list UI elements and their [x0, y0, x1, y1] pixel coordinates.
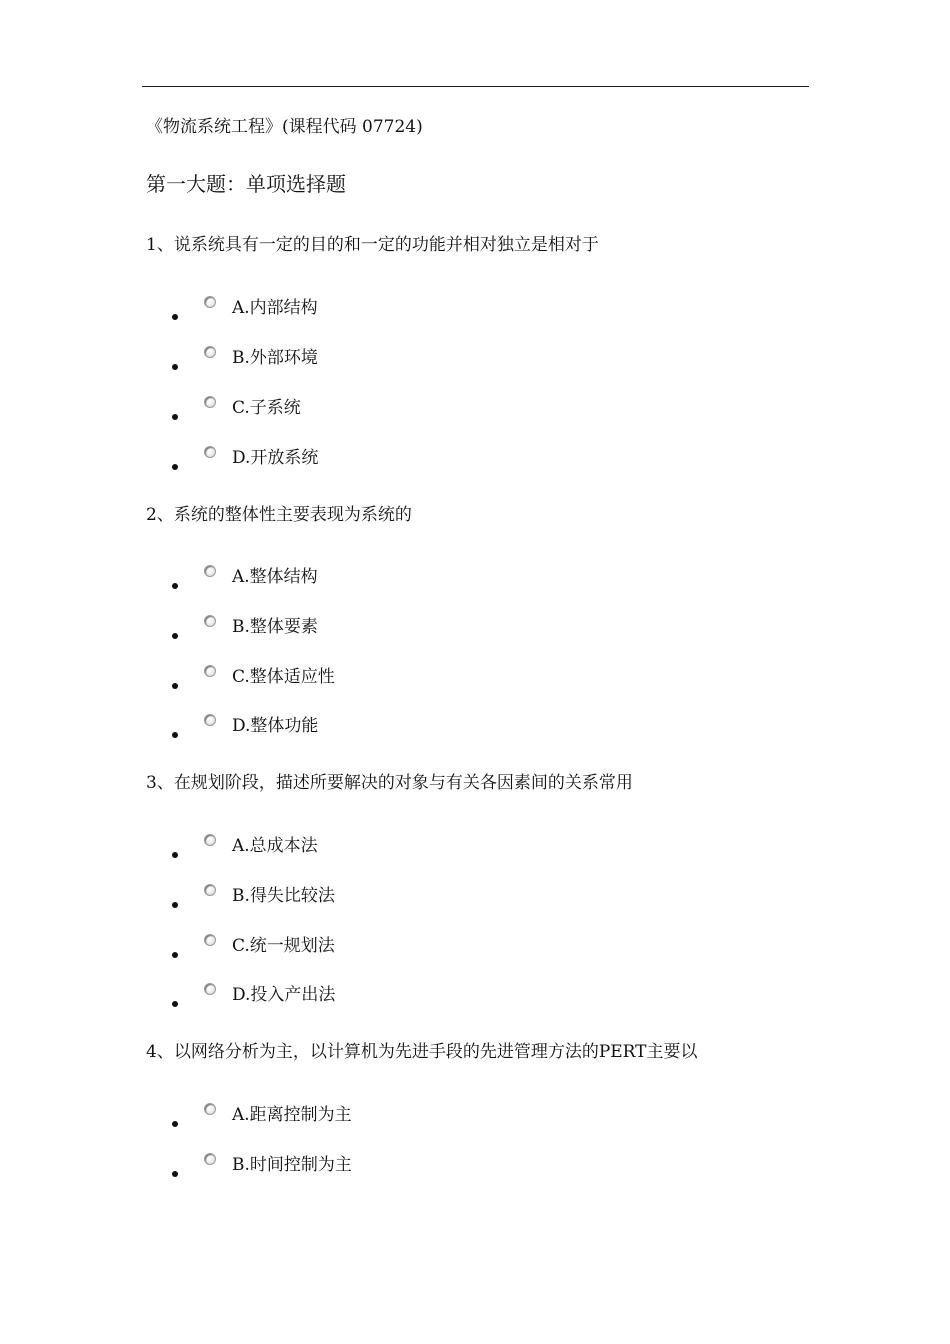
bullet-icon	[172, 952, 178, 958]
bullet-icon	[172, 464, 178, 470]
option-label: D.投入产出法	[232, 985, 336, 1005]
bullet-icon	[172, 364, 178, 370]
radio-button-icon[interactable]	[204, 396, 216, 408]
question-3-option-b[interactable]	[170, 884, 470, 914]
radio-button-icon[interactable]	[204, 934, 216, 946]
bullet-icon	[172, 902, 178, 908]
course-title: 《物流系统工程》(课程代码 07724)	[146, 117, 423, 137]
question-2-option-a[interactable]	[170, 565, 470, 595]
top-divider	[142, 86, 809, 87]
question-1-option-d[interactable]	[170, 446, 470, 476]
option-label: B.外部环境	[232, 348, 318, 368]
option-label: B.整体要素	[232, 617, 318, 637]
option-label: C.整体适应性	[232, 667, 335, 687]
option-label: A.距离控制为主	[232, 1105, 352, 1125]
question-3-text: 3、在规划阶段，描述所要解决的对象与有关各因素间的关系常用	[146, 773, 633, 793]
option-label: D.整体功能	[232, 716, 319, 736]
option-label: D.开放系统	[232, 448, 319, 468]
bullet-icon	[172, 732, 178, 738]
question-2-text: 2、系统的整体性主要表现为系统的	[146, 505, 412, 525]
option-label: A.内部结构	[232, 298, 318, 318]
radio-button-icon[interactable]	[204, 714, 216, 726]
option-label: B.时间控制为主	[232, 1155, 352, 1175]
question-2-option-c[interactable]	[170, 665, 470, 695]
bullet-icon	[172, 414, 178, 420]
radio-button-icon[interactable]	[204, 615, 216, 627]
question-3-option-a[interactable]	[170, 834, 470, 864]
radio-button-icon[interactable]	[204, 346, 216, 358]
option-label: C.统一规划法	[232, 936, 335, 956]
option-label: A.总成本法	[232, 836, 318, 856]
option-label: A.整体结构	[232, 567, 318, 587]
question-1-option-c[interactable]	[170, 396, 470, 426]
radio-button-icon[interactable]	[204, 884, 216, 896]
question-1-text: 1、说系统具有一定的目的和一定的功能并相对独立是相对于	[146, 235, 599, 255]
bullet-icon	[172, 314, 178, 320]
bullet-icon	[172, 852, 178, 858]
question-3-option-d[interactable]	[170, 983, 470, 1013]
radio-button-icon[interactable]	[204, 565, 216, 577]
radio-button-icon[interactable]	[204, 983, 216, 995]
question-3-option-c[interactable]	[170, 934, 470, 964]
question-2-option-d[interactable]	[170, 714, 470, 744]
question-4-text: 4、以网络分析为主，以计算机为先进手段的先进管理方法的PERT主要以	[146, 1042, 698, 1062]
question-2-option-b[interactable]	[170, 615, 470, 645]
option-label: B.得失比较法	[232, 886, 335, 906]
bullet-icon	[172, 1001, 178, 1007]
bullet-icon	[172, 583, 178, 589]
bullet-icon	[172, 1171, 178, 1177]
bullet-icon	[172, 683, 178, 689]
radio-button-icon[interactable]	[204, 446, 216, 458]
option-label: C.子系统	[232, 398, 301, 418]
question-1-option-b[interactable]	[170, 346, 470, 376]
radio-button-icon[interactable]	[204, 296, 216, 308]
bullet-icon	[172, 1121, 178, 1127]
bullet-icon	[172, 633, 178, 639]
section-title: 第一大题：单项选择题	[146, 172, 346, 196]
radio-button-icon[interactable]	[204, 1103, 216, 1115]
radio-button-icon[interactable]	[204, 665, 216, 677]
question-4-option-b[interactable]	[170, 1153, 470, 1183]
radio-button-icon[interactable]	[204, 834, 216, 846]
radio-button-icon[interactable]	[204, 1153, 216, 1165]
question-1-option-a[interactable]	[170, 296, 470, 326]
question-4-option-a[interactable]	[170, 1103, 470, 1133]
